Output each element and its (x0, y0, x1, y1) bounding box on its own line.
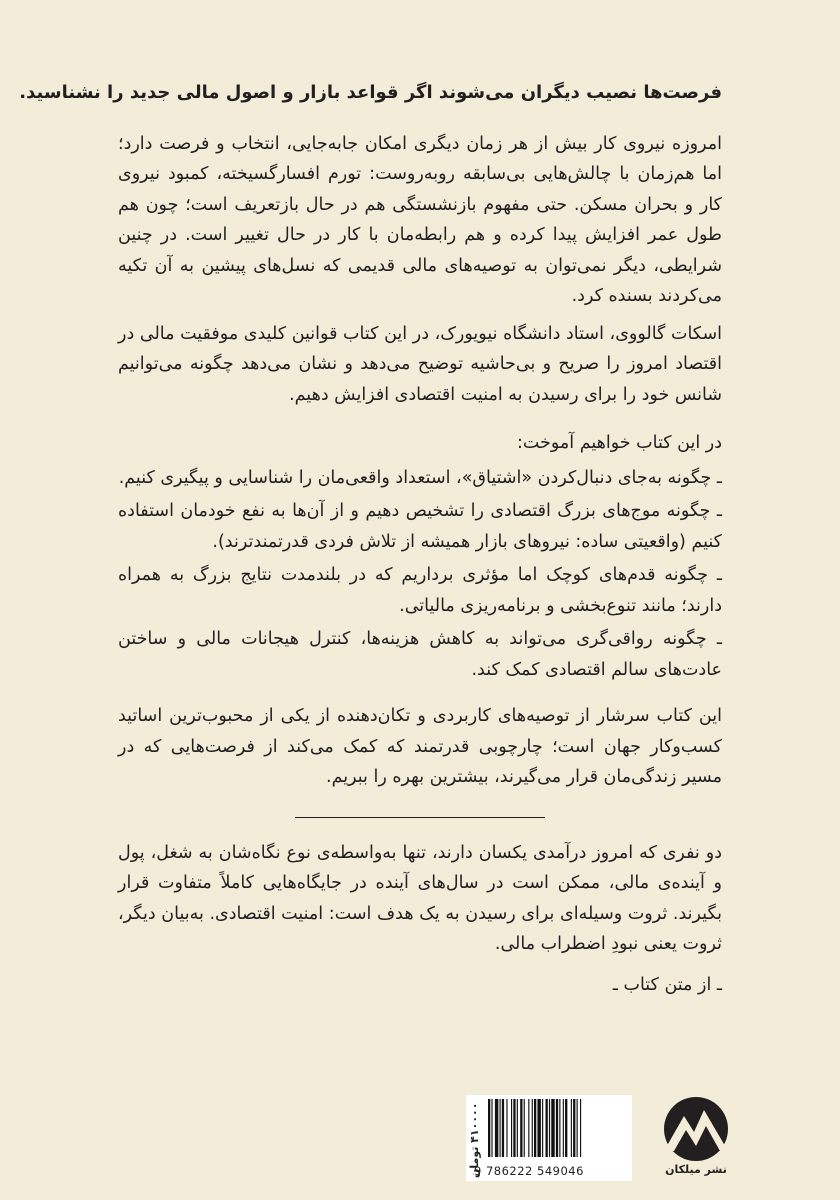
mountain-logo-icon (650, 1096, 742, 1162)
learn-bullet-3: ـ چگونه قدم‌های کوچک اما مؤثری برداریم که در بلندمدت نتایج بزرگ به همراه دارند؛ مانند تنوع‌بخشی و برنامه‌ریزی مالیاتی. (118, 565, 722, 616)
price-label: ۴۱۰۰۰۰ تومان (468, 1102, 481, 1178)
publisher-name: نشر میلکان (665, 1163, 727, 1176)
learn-bullet-4: ـ چگونه رواقی‌گری می‌تواند به کاهش هزینه‌ها، کنترل هیجانات مالی و ساختن عادت‌های سالم اقتصادی کمک کند. (118, 629, 722, 680)
back-cover-text (19, 70, 722, 1000)
learn-bullet-2: ـ چگونه موج‌های بزرگ اقتصادی را تشخیص دهیم و از آن‌ها به نفع خودمان استفاده کنیم (واقعیتی ساده: نیروهای بازار همیشه از تلاش فردی قدرتمندترند). (118, 501, 722, 552)
description-paragraph-2: اسکات گالووی، استاد دانشگاه نیویورک، در این کتاب قوانین کلیدی موفقیت مالی در اقتصاد امروز را صریح و بی‌حاشیه توضیح می‌دهد و نشان می‌دهد چگونه می‌توانیم شانس خود را برای رسیدن به امنیت اقتصادی افزایش دهیم. (118, 323, 722, 405)
learn-intro: در این کتاب خواهیم آموخت: (516, 433, 722, 453)
learn-bullet-1: ـ چگونه به‌جای دنبال‌کردن «اشتیاق»، استعداد واقعی‌مان را شناسایی و پیگیری کنیم. (118, 467, 722, 488)
headline: فرصت‌ها نصیب دیگران می‌شوند اگر قواعد بازار و اصول مالی جدید را نشناسید. (19, 82, 722, 103)
book-quote: دو نفری که امروز درآمدی یکسان دارند، تنها به‌واسطه‌ی نوع نگاه‌شان به شغل، پول و آینده‌ی مالی، ممکن است در سال‌های آینده در جایگاه‌هایی کاملاً متفاوت قرار بگیرند. ثروت وسیله‌ای برای رسیدن به یک هدف است: امنیت اقتصادی. به‌بیان دیگر، ثروت یعنی نبودِ اضطراب مالی. (118, 842, 722, 954)
isbn-barcode (466, 1095, 632, 1181)
quote-source: ـ از متن کتاب ـ (612, 974, 722, 995)
description-paragraph-1: امروزه نیروی کار بیش از هر زمان دیگری امکان جابه‌جایی، انتخاب و فرصت دارد؛ اما هم‌زمان با چالش‌هایی بی‌سابقه روبه‌روست: تورم افسارگسیخته، کمبود نیروی کار و بحران مسکن. حتی مفهوم بازنشستگی هم در حال بازتعریف است؛ چون هم طول عمر افزایش پیدا کرده و هم رابطه‌مان با کار در حال تغییر است. در چنین شرایطی، دیگر نمی‌توان به توصیه‌های مالی قدیمی که نسل‌های پیشین به آن تکیه می‌کردند بسنده کرد. (118, 133, 722, 306)
publisher-logo (650, 1096, 742, 1178)
closing-paragraph: این کتاب سرشار از توصیه‌های کاربردی و تکان‌دهنده از یکی از محبوب‌ترین اساتید کسب‌وکار جهان است؛ چارچوبی قدرتمند که کمک می‌کند از فرصت‌هایی که در مسیر زندگی‌مان قرار می‌گیرند، بیشترین بهره را ببریم. (118, 706, 722, 787)
divider-line (295, 817, 545, 818)
isbn-number: 9 786222 549046 (474, 1164, 584, 1178)
